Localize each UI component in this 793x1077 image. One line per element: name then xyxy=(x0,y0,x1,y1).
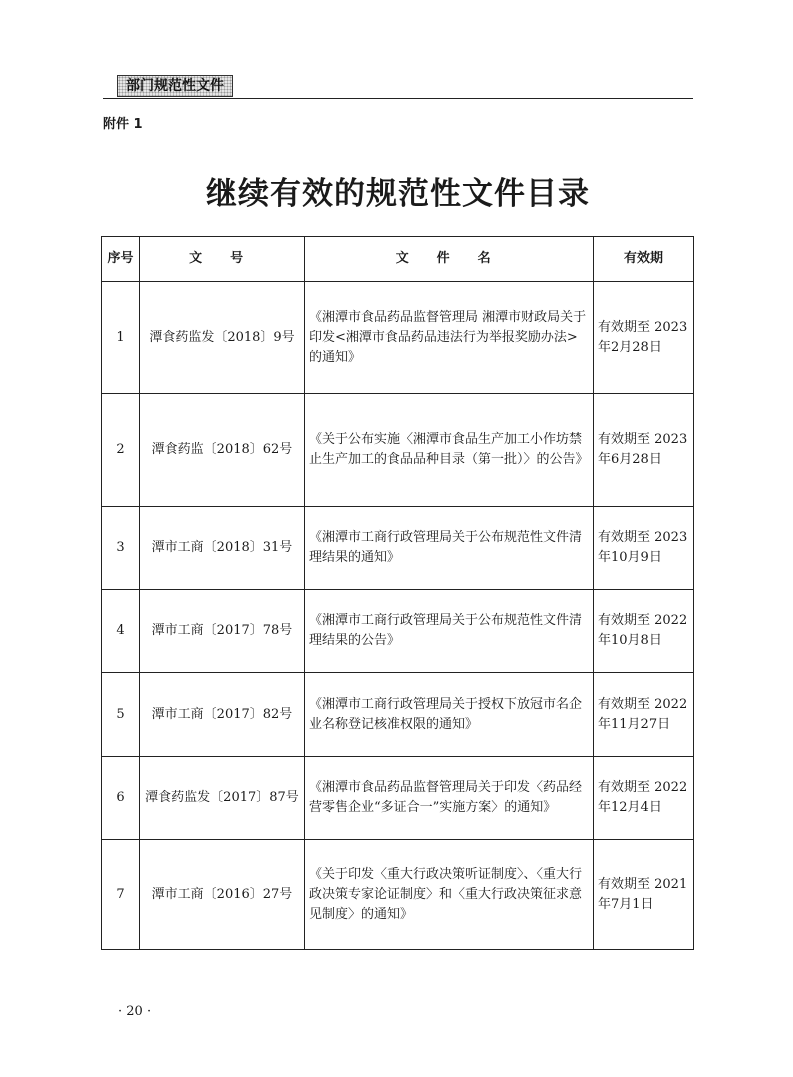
header-seq: 序号 xyxy=(102,237,140,282)
row-doc-number: 潭食药监发〔2017〕87号 xyxy=(140,757,305,840)
row-seq: 3 xyxy=(102,507,140,590)
row-doc-number: 潭食药监〔2018〕62号 xyxy=(140,394,305,507)
page-title: 继续有效的规范性文件目录 xyxy=(206,176,590,212)
row-validity: 有效期至 2021年7月1日 xyxy=(594,840,694,950)
row-validity: 有效期至 2023年6月28日 xyxy=(594,394,694,507)
table-row xyxy=(102,673,694,757)
row-validity: 有效期至 2022年10月8日 xyxy=(594,590,694,673)
row-doc-name: 《湘潭市工商行政管理局关于公布规范性文件清理结果的公告》 xyxy=(305,590,594,673)
row-validity: 有效期至 2023年10月9日 xyxy=(594,507,694,590)
row-doc-name: 《湘潭市食品药品监督管理局关于印发〈药品经营零售企业“多证合一”实施方案〉的通知》 xyxy=(305,757,594,840)
row-doc-number: 潭市工商〔2016〕27号 xyxy=(140,840,305,950)
table-row xyxy=(102,590,694,673)
row-doc-name: 《关于公布实施〈湘潭市食品生产加工小作坊禁止生产加工的食品品种目录（第一批）〉的公告》 xyxy=(305,394,594,507)
table-header-row xyxy=(102,237,694,282)
row-seq: 6 xyxy=(102,757,140,840)
row-doc-name: 《湘潭市食品药品监督管理局 湘潭市财政局关于印发<湘潭市食品药品违法行为举报奖励办法>的通知》 xyxy=(305,282,594,394)
table-row xyxy=(102,840,694,950)
table-row xyxy=(102,757,694,840)
row-doc-number: 潭食药监发〔2018〕9号 xyxy=(140,282,305,394)
table-row xyxy=(102,507,694,590)
catalog-table xyxy=(101,236,694,950)
row-doc-name: 《湘潭市工商行政管理局关于公布规范性文件清理结果的通知》 xyxy=(305,507,594,590)
row-doc-name: 《关于印发〈重大行政决策听证制度〉、〈重大行政决策专家论证制度〉和〈重大行政决策征求意见制度〉的通知》 xyxy=(305,840,594,950)
table-row xyxy=(102,282,694,394)
row-doc-number: 潭市工商〔2018〕31号 xyxy=(140,507,305,590)
row-seq: 4 xyxy=(102,590,140,673)
row-seq: 5 xyxy=(102,673,140,757)
header-rule xyxy=(103,98,693,99)
row-doc-number: 潭市工商〔2017〕78号 xyxy=(140,590,305,673)
row-validity: 有效期至 2023年2月28日 xyxy=(594,282,694,394)
row-doc-name: 《湘潭市工商行政管理局关于授权下放冠市名企业名称登记核准权限的通知》 xyxy=(305,673,594,757)
section-tag: 部门规范性文件 xyxy=(117,75,233,97)
header-validity: 有效期 xyxy=(594,237,694,282)
table-row xyxy=(102,394,694,507)
row-doc-number: 潭市工商〔2017〕82号 xyxy=(140,673,305,757)
row-seq: 7 xyxy=(102,840,140,950)
row-seq: 2 xyxy=(102,394,140,507)
row-validity: 有效期至 2022年11月27日 xyxy=(594,673,694,757)
attachment-label: 附件 1 xyxy=(103,117,143,132)
header-doc-number: 文 号 xyxy=(140,237,305,282)
header-doc-name: 文 件 名 xyxy=(305,237,594,282)
row-validity: 有效期至 2022年12月4日 xyxy=(594,757,694,840)
row-seq: 1 xyxy=(102,282,140,394)
page-number: · 20 · xyxy=(118,1004,152,1019)
